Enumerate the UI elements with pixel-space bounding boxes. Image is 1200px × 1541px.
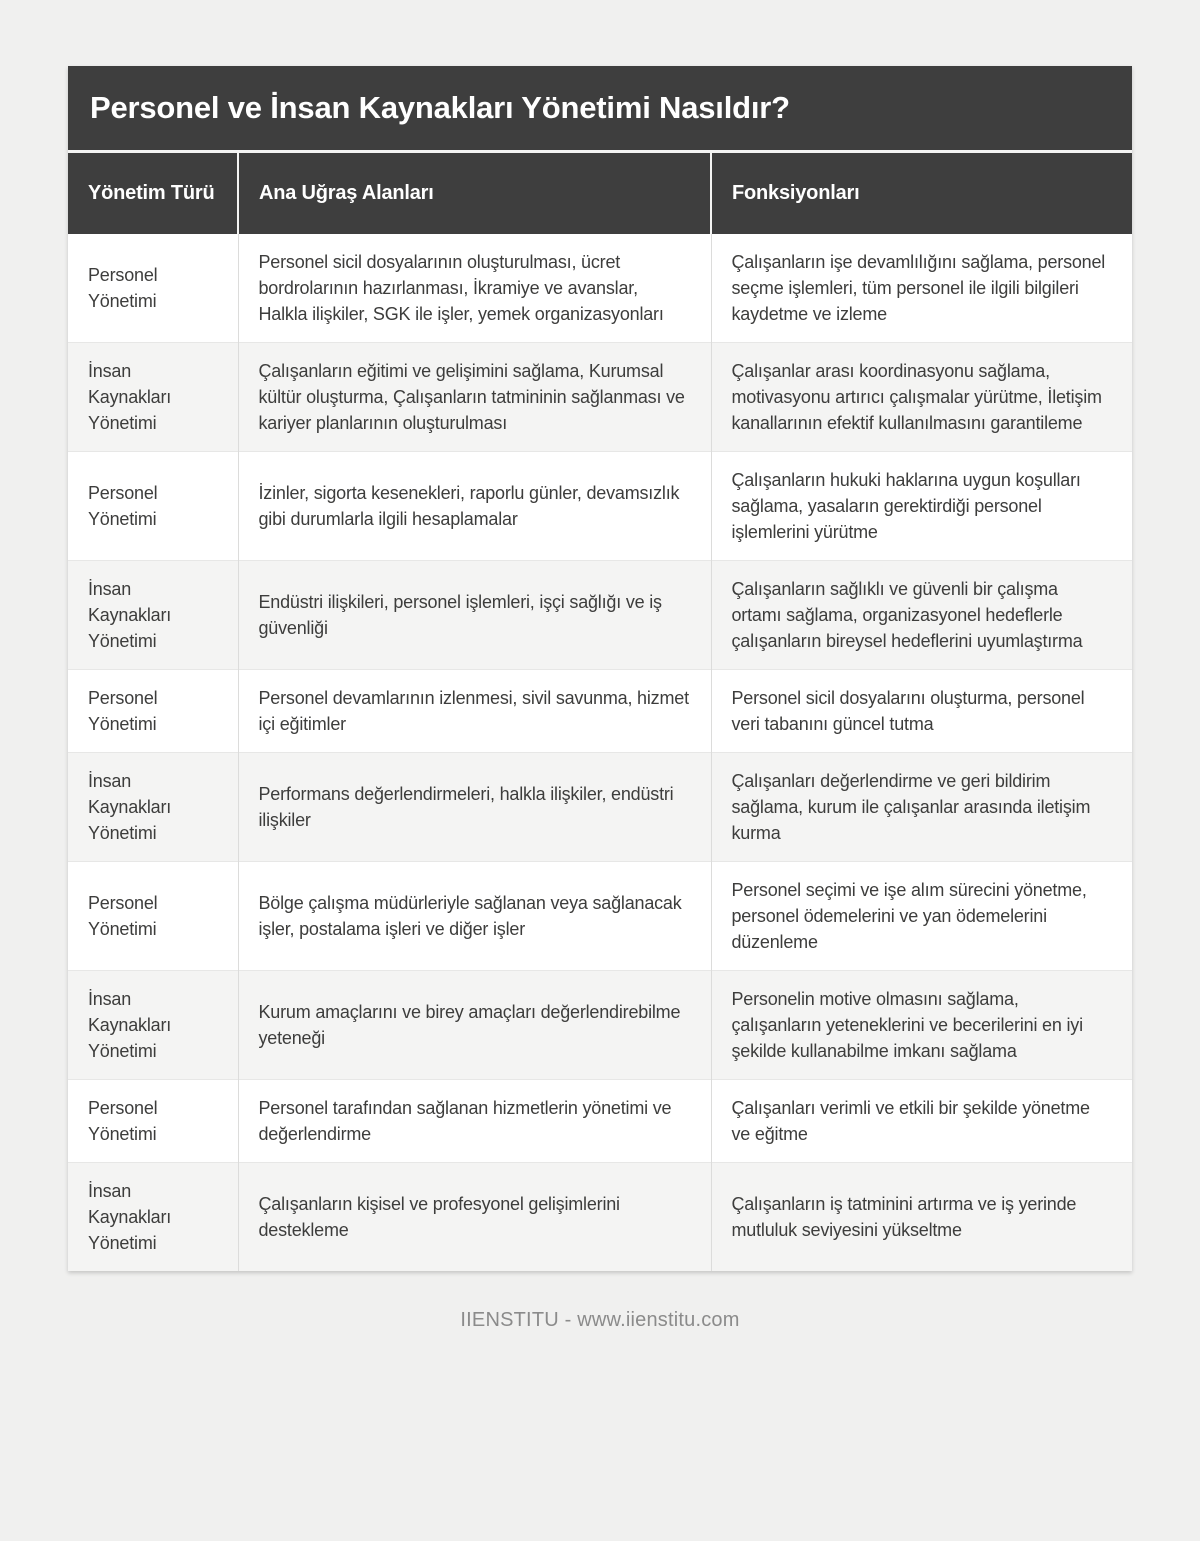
cell-main-activity-areas: İzinler, sigorta kesenekleri, raporlu günler, devamsızlık gibi durumlarla ilgili hesaplamalar	[238, 451, 711, 560]
footer-branding: IIENSTITU - www.iienstitu.com	[460, 1308, 740, 1331]
cell-management-type: İnsan Kaynakları Yönetimi	[68, 560, 238, 669]
cell-management-type: Personel Yönetimi	[68, 669, 238, 752]
column-header-ana-ugras-alanlari: Ana Uğraş Alanları	[238, 152, 711, 234]
table-body	[68, 234, 1132, 1271]
cell-functions: Personel seçimi ve işe alım sürecini yönetme, personel ödemelerini ve yan ödemelerini düzenleme	[711, 861, 1132, 970]
cell-management-type: Personel Yönetimi	[68, 861, 238, 970]
cell-management-type: Personel Yönetimi	[68, 451, 238, 560]
cell-functions: Çalışanların sağlıklı ve güvenli bir çalışma ortamı sağlama, organizasyonel hedeflerle çalışanların bireysel hedeflerini uyumlaştırma	[711, 560, 1132, 669]
cell-functions: Çalışanları verimli ve etkili bir şekilde yönetme ve eğitme	[711, 1079, 1132, 1162]
table-row	[68, 342, 1132, 451]
cell-functions: Çalışanların hukuki haklarına uygun koşulları sağlama, yasaların gerektirdiği personel işlemlerini yürütme	[711, 451, 1132, 560]
table-row	[68, 560, 1132, 669]
header-row	[68, 152, 1132, 234]
cell-main-activity-areas: Personel devamlarının izlenmesi, sivil savunma, hizmet içi eğitimler	[238, 669, 711, 752]
table-row	[68, 1162, 1132, 1271]
cell-management-type: İnsan Kaynakları Yönetimi	[68, 342, 238, 451]
cell-main-activity-areas: Personel tarafından sağlanan hizmetlerin yönetimi ve değerlendirme	[238, 1079, 711, 1162]
cell-main-activity-areas: Personel sicil dosyalarının oluşturulması, ücret bordrolarının hazırlanması, İkramiye ve avanslar, Halkla ilişkiler, SGK ile işler, yemek organizasyonları	[238, 234, 711, 343]
cell-main-activity-areas: Endüstri ilişkileri, personel işlemleri, işçi sağlığı ve iş güvenliği	[238, 560, 711, 669]
cell-main-activity-areas: Bölge çalışma müdürleriyle sağlanan veya sağlanacak işler, postalama işleri ve diğer işler	[238, 861, 711, 970]
page-title: Personel ve İnsan Kaynakları Yönetimi Nasıldır?	[68, 66, 1132, 150]
management-comparison-table	[68, 150, 1132, 1271]
cell-main-activity-areas: Çalışanların eğitimi ve gelişimini sağlama, Kurumsal kültür oluşturma, Çalışanların tatmininin sağlanması ve kariyer planlarının oluşturulması	[238, 342, 711, 451]
table-header	[68, 152, 1132, 234]
cell-management-type: İnsan Kaynakları Yönetimi	[68, 752, 238, 861]
cell-functions: Personelin motive olmasını sağlama, çalışanların yeteneklerini ve becerilerini en iyi şekilde kullanabilme imkanı sağlama	[711, 970, 1132, 1079]
cell-functions: Çalışanların işe devamlılığını sağlama, personel seçme işlemleri, tüm personel ile ilgili bilgileri kaydetme ve izleme	[711, 234, 1132, 343]
cell-functions: Çalışanların iş tatminini artırma ve iş yerinde mutluluk seviyesini yükseltme	[711, 1162, 1132, 1271]
cell-main-activity-areas: Performans değerlendirmeleri, halkla ilişkiler, endüstri ilişkiler	[238, 752, 711, 861]
column-header-fonksiyonlari: Fonksiyonları	[711, 152, 1132, 234]
cell-management-type: İnsan Kaynakları Yönetimi	[68, 1162, 238, 1271]
cell-management-type: Personel Yönetimi	[68, 234, 238, 343]
table-row	[68, 669, 1132, 752]
table-row	[68, 861, 1132, 970]
table-row	[68, 1079, 1132, 1162]
column-header-yonetim-turu: Yönetim Türü	[68, 152, 238, 234]
table-row	[68, 970, 1132, 1079]
cell-main-activity-areas: Kurum amaçlarını ve birey amaçları değerlendirebilme yeteneği	[238, 970, 711, 1079]
cell-management-type: Personel Yönetimi	[68, 1079, 238, 1162]
cell-management-type: İnsan Kaynakları Yönetimi	[68, 970, 238, 1079]
table-row	[68, 234, 1132, 343]
cell-functions: Çalışanları değerlendirme ve geri bildirim sağlama, kurum ile çalışanlar arasında iletişim kurma	[711, 752, 1132, 861]
table-card	[68, 66, 1132, 1271]
cell-main-activity-areas: Çalışanların kişisel ve profesyonel gelişimlerini destekleme	[238, 1162, 711, 1271]
table-row	[68, 451, 1132, 560]
table-row	[68, 752, 1132, 861]
cell-functions: Personel sicil dosyalarını oluşturma, personel veri tabanını güncel tutma	[711, 669, 1132, 752]
cell-functions: Çalışanlar arası koordinasyonu sağlama, motivasyonu artırıcı çalışmalar yürütme, İletişim kanallarının efektif kullanılmasını garantileme	[711, 342, 1132, 451]
